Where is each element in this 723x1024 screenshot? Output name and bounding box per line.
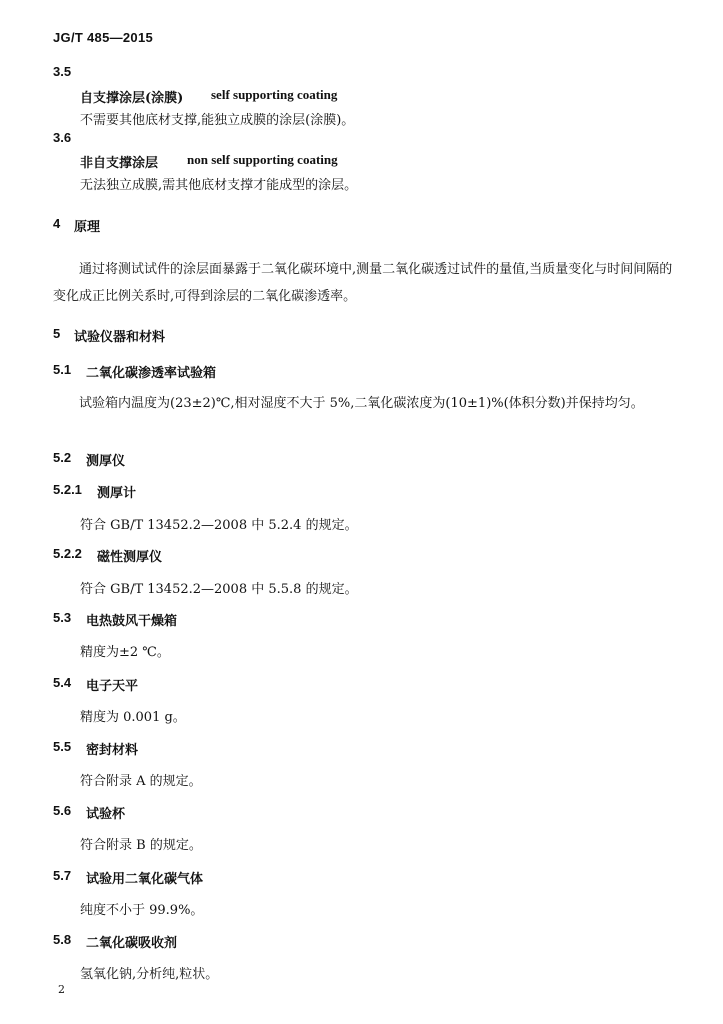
section-4-paragraph: 通过将测试试件的涂层面暴露于二氧化碳环境中,测量二氧化碳透过试件的量值,当质量变化与时间间隔的变化成正比例关系时,可得到涂层的二氧化碳渗透率。 <box>53 262 673 304</box>
clause-5-2-1-text: 符合 GB/T 13452.2—2008 中 5.2.4 的规定。 <box>80 518 358 533</box>
clause-5-4-text: 精度为 0.001 g。 <box>80 710 186 725</box>
section-4-number: 4 <box>53 216 61 231</box>
clause-5-1-paragraph: 试验箱内温度为(23±2)℃,相对湿度不大于 5%,二氧化碳浓度为(10±1)%(体积分数)并保持均匀。 <box>79 396 644 411</box>
clause-5-6-number: 5.6 <box>53 803 72 818</box>
clause-5-2-2-text: 符合 GB/T 13452.2—2008 中 5.5.8 的规定。 <box>80 582 358 597</box>
clause-5-2-2-title: 磁性测厚仪 <box>97 550 163 565</box>
clause-3-5-term-en: self supporting coating <box>211 87 338 102</box>
section-4-title: 原理 <box>74 220 101 235</box>
clause-5-3-number: 5.3 <box>53 610 72 625</box>
section-5-number: 5 <box>53 326 61 341</box>
clause-5-1-number: 5.1 <box>53 362 72 377</box>
clause-5-7-title: 试验用二氧化碳气体 <box>86 872 204 887</box>
clause-5-2-1-title: 测厚计 <box>97 486 137 501</box>
clause-5-6-text: 符合附录 B 的规定。 <box>80 838 202 853</box>
clause-5-8-title: 二氧化碳吸收剂 <box>86 936 178 951</box>
clause-5-4-number: 5.4 <box>53 675 72 690</box>
clause-5-8-number: 5.8 <box>53 932 72 947</box>
clause-5-3-text: 精度为±2 ℃。 <box>80 645 170 660</box>
clause-5-4-title: 电子天平 <box>86 679 139 694</box>
clause-3-6-term-cn: 非自支撑涂层 <box>80 156 159 171</box>
clause-5-5-text: 符合附录 A 的规定。 <box>80 774 202 789</box>
clause-5-8-text: 氢氧化钠,分析纯,粒状。 <box>80 967 219 982</box>
section-5-title: 试验仪器和材料 <box>74 330 166 345</box>
standard-code-header: JG/T 485—2015 <box>53 30 154 45</box>
clause-5-2-title: 测厚仪 <box>86 454 126 469</box>
clause-5-5-title: 密封材料 <box>86 743 139 758</box>
page-number: 2 <box>58 983 65 996</box>
clause-3-6-number: 3.6 <box>53 130 72 145</box>
clause-5-2-2-number: 5.2.2 <box>53 546 82 561</box>
clause-3-5-term-cn: 自支撑涂层(涂膜) <box>80 91 184 106</box>
clause-3-6-term-en: non self supporting coating <box>187 152 338 167</box>
clause-3-5-definition: 不需要其他底材支撑,能独立成膜的涂层(涂膜)。 <box>80 113 355 128</box>
clause-5-5-number: 5.5 <box>53 739 72 754</box>
clause-5-3-title: 电热鼓风干燥箱 <box>86 614 178 629</box>
clause-3-6-definition: 无法独立成膜,需其他底材支撑才能成型的涂层。 <box>80 178 358 193</box>
clause-5-2-number: 5.2 <box>53 450 72 465</box>
clause-5-7-text: 纯度不小于 99.9%。 <box>80 903 204 918</box>
clause-5-1-title: 二氧化碳渗透率试验箱 <box>86 366 217 381</box>
clause-5-2-1-number: 5.2.1 <box>53 482 82 497</box>
clause-3-5-number: 3.5 <box>53 64 72 79</box>
clause-5-7-number: 5.7 <box>53 868 72 883</box>
clause-5-6-title: 试验杯 <box>86 807 126 822</box>
